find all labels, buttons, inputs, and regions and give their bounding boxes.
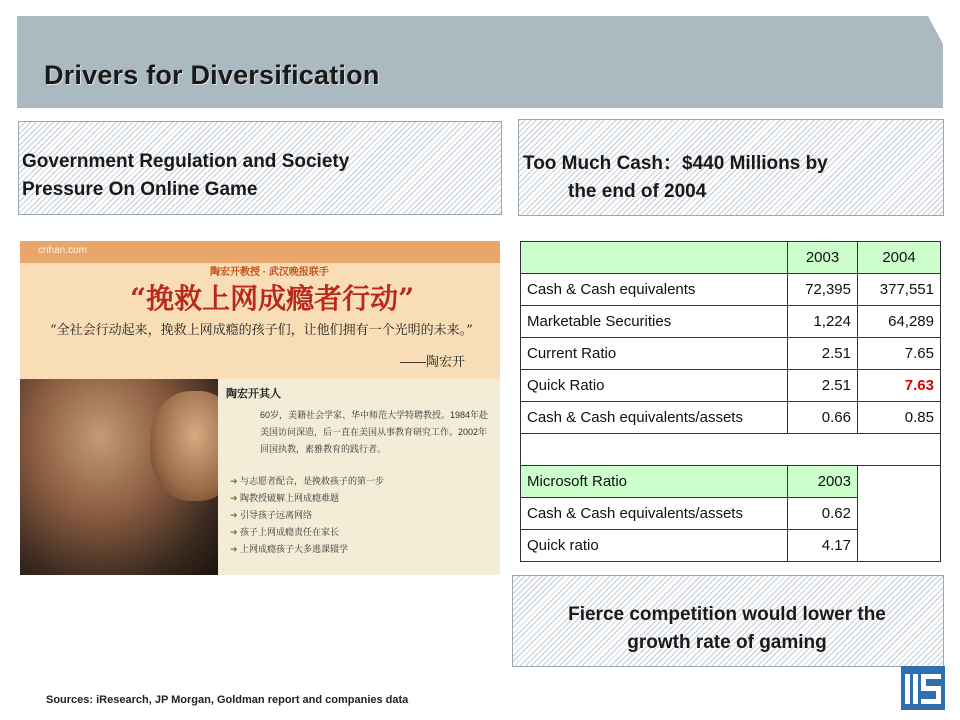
table-header-2004: 2004 <box>858 242 941 274</box>
competition-line-1: Fierce competition would lower the <box>568 604 886 625</box>
table-row <box>521 306 941 338</box>
bio-panel-title: 陶宏开其人 <box>226 388 281 400</box>
bio-bullets <box>230 473 384 558</box>
table-row <box>521 402 941 434</box>
row-value-2004: 377,551 <box>858 274 941 306</box>
row-label: Cash & Cash equivalents/assets <box>521 498 788 530</box>
table-header-2003: 2003 <box>788 242 858 274</box>
clipping-quote: “全社会行动起来，挽救上网成瘾的孩子们，让他们拥有一个光明的未来。” <box>50 323 473 338</box>
regulation-line-2: Pressure On Online Game <box>22 179 258 200</box>
clipping-headline: “挽救上网成瘾者行动” <box>130 282 415 315</box>
table-row <box>521 338 941 370</box>
competition-text <box>512 601 942 657</box>
row-label: Cash & Cash equivalents/assets <box>521 402 788 434</box>
news-clipping-image <box>20 241 500 575</box>
microsoft-header-row <box>521 466 941 498</box>
bio-bullet: ➜ 上网成瘾孩子大多逃课辍学 <box>230 541 384 558</box>
row-value-2004-highlighted: 7.63 <box>858 370 941 402</box>
row-value-2004: 7.65 <box>858 338 941 370</box>
row-value-2003: 0.66 <box>788 402 858 434</box>
table-spacer-cell <box>521 434 941 466</box>
financial-table <box>520 241 941 562</box>
table-spacer-row <box>521 434 941 466</box>
row-value-2003: 2.51 <box>788 370 858 402</box>
cash-text <box>523 150 828 206</box>
cash-line-1: Too Much Cash：$440 Millions by <box>523 153 828 174</box>
bio-bullet: ➜ 引导孩子远离网络 <box>230 507 384 524</box>
slide-title: Drivers for Diversification <box>44 60 380 90</box>
clipping-kicker: 陶宏开教授 · 武汉晚报联手 <box>210 267 329 278</box>
table-header-blank <box>521 242 788 274</box>
row-value: 0.62 <box>788 498 858 530</box>
company-logo-icon <box>901 666 945 710</box>
regulation-text <box>22 148 349 204</box>
clipping-site: cnhan.com <box>38 245 87 256</box>
row-value: 4.17 <box>788 530 858 562</box>
row-value-2003: 72,395 <box>788 274 858 306</box>
bio-bullet: ➜ 陶教授破解上网成瘾难题 <box>230 490 384 507</box>
bio-bullet: ➜ 与志愿者配合，是挽救孩子的第一步 <box>230 473 384 490</box>
row-value-2003: 2.51 <box>788 338 858 370</box>
row-label: Quick ratio <box>521 530 788 562</box>
bio-bullet: ➜ 孩子上网成瘾责任在家长 <box>230 524 384 541</box>
microsoft-ratio-label: Microsoft Ratio <box>521 466 788 498</box>
table-row <box>521 274 941 306</box>
microsoft-year: 2003 <box>788 466 858 498</box>
row-label: Current Ratio <box>521 338 788 370</box>
sources-note: Sources: iResearch, JP Morgan, Goldman report and companies data <box>46 694 409 706</box>
row-value-2003: 1,224 <box>788 306 858 338</box>
table-row <box>521 370 941 402</box>
cash-line-2: the end of 2004 <box>568 181 707 202</box>
bio-text: 60岁，美籍社会学家、华中师范大学特聘教授。1984年赴美国访问深造，后一直在美国从事教育研究工作。2002年回国执教，素雅教育的践行者。 <box>260 410 489 454</box>
row-label: Quick Ratio <box>521 370 788 402</box>
table-header-row <box>521 242 941 274</box>
clipping-top-strip <box>20 241 500 263</box>
microsoft-empty-cell <box>858 466 941 562</box>
row-label: Marketable Securities <box>521 306 788 338</box>
competition-line-2: growth rate of gaming <box>627 632 827 653</box>
clipping-author: ——陶宏开 <box>400 354 466 369</box>
row-label: Cash & Cash equivalents <box>521 274 788 306</box>
regulation-line-1: Government Regulation and Society <box>22 151 350 172</box>
row-value-2004: 64,289 <box>858 306 941 338</box>
row-value-2004: 0.85 <box>858 402 941 434</box>
